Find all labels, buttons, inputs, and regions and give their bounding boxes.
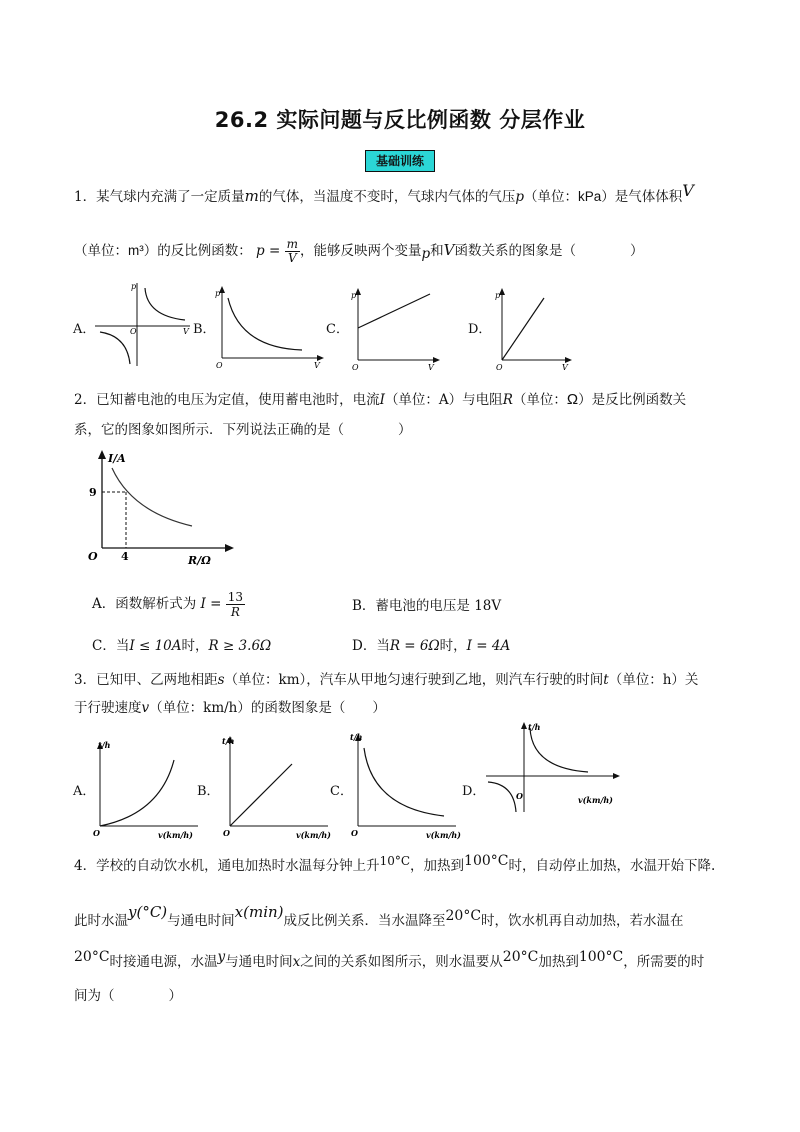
- q2-option-d[interactable]: D．当R = 6Ω时，I = 4A: [352, 638, 511, 654]
- q1-option-b-label[interactable]: B．: [193, 322, 216, 337]
- q2-graph[interactable]: [80, 448, 240, 570]
- q1-c-line: [358, 294, 430, 328]
- q4-line3: 20°C时接通电源，水温y与通电时间x之间的关系如图所示，则水温要从20°C加热到100°C，所需要的时: [74, 949, 705, 970]
- q1-graph-d[interactable]: [494, 288, 574, 370]
- q1-graph-c[interactable]: [350, 288, 445, 370]
- q1-a-curve-neg: [100, 332, 130, 364]
- q3-c-y-label: t/h: [350, 732, 363, 742]
- q2-x-axis-label: R/Ω: [188, 554, 211, 567]
- q2-line2: 系，它的图象如图所示．下列说法正确的是（ ）: [74, 422, 412, 438]
- q4-line2: 此时水温y(°C)与通电时间x(min)成反比例关系．当水温降至20°C时，饮水机再自动加热，若水温在: [74, 903, 684, 929]
- q3-a-curve: [100, 760, 174, 826]
- q3-a-y-label: t/h: [98, 740, 111, 750]
- q2-origin: O: [88, 550, 98, 563]
- q2-curve: [112, 468, 192, 526]
- q4-line4: 间为（ ）: [74, 988, 182, 1004]
- q3-graph-a[interactable]: [90, 736, 205, 842]
- q1-option-a-label[interactable]: A．: [73, 322, 96, 337]
- q1-a-axis-p: p: [131, 282, 137, 291]
- q3-graph-c[interactable]: [348, 728, 463, 842]
- q3-option-c-label[interactable]: C．: [330, 784, 353, 799]
- q3-a-origin: O: [93, 828, 100, 838]
- q1-d-origin: O: [496, 363, 503, 370]
- q1-a-curve-pos: [145, 288, 185, 320]
- q3-graph-b[interactable]: [220, 730, 335, 842]
- q1-formula: p = $\frac{m}{V}$: [256, 237, 298, 265]
- q1-a-axis-v: V: [183, 327, 189, 336]
- q1-c-axis-p: p: [351, 291, 357, 300]
- q4-line1: 4．学校的自动饮水机，通电加热时水温每分钟上升10°C，加热到100°C时，自动停止加热，水温开始下降.: [74, 853, 716, 874]
- q2-line1: 2．已知蓄电池的电压为定值，使用蓄电池时，电流I（单位：A）与电阻R（单位：Ω）是反比例函数关: [74, 391, 687, 408]
- q1-b-curve: [228, 298, 302, 350]
- q3-a-x-label: v(km/h): [158, 830, 193, 840]
- q1-c-origin: O: [352, 363, 359, 370]
- q3-b-x-label: v(km/h): [296, 830, 331, 840]
- q3-graph-d[interactable]: [484, 716, 624, 816]
- q1-d-axis-p: p: [495, 291, 501, 300]
- q3-line2: 于行驶速度v（单位：km/h）的函数图象是（ ）: [74, 700, 386, 716]
- q1-a-origin: O: [130, 327, 137, 336]
- q1-line2: （单位：m³）的反比例函数： p = $\frac{m}{V}$ ，能够反映两个变量p和V函数关系的图象是（ ）: [74, 237, 644, 265]
- q3-d-x-label: v(km/h): [578, 795, 613, 805]
- q2-option-c[interactable]: C．当I ≤ 10A时，R ≥ 3.6Ω: [92, 638, 272, 654]
- q1-option-d-label[interactable]: D．: [468, 322, 492, 337]
- q1-c-axis-v: V: [428, 363, 434, 370]
- q3-d-y-label: t/h: [528, 722, 541, 732]
- q1-graph-b[interactable]: [212, 286, 327, 370]
- q3-c-curve: [364, 748, 444, 816]
- q3-b-y-label: t/h: [222, 736, 235, 746]
- page-title: 26.2 实际问题与反比例函数 分层作业: [214, 108, 586, 132]
- q1-b-axis-v: V: [314, 361, 320, 370]
- q2-tick-9: 9: [89, 486, 97, 499]
- q2-option-b[interactable]: B．蓄电池的电压是 18V: [352, 598, 502, 614]
- q3-d-origin: O: [516, 791, 523, 801]
- section-tag: 基础训练: [365, 150, 435, 172]
- q1-d-axis-v: V: [562, 363, 568, 370]
- q1-graph-a[interactable]: [95, 278, 195, 368]
- q3-option-a-label[interactable]: A．: [73, 784, 96, 799]
- q3-b-line: [230, 764, 292, 826]
- q1-b-axis-p: p: [215, 289, 221, 298]
- q3-d-curve-pos: [530, 728, 588, 772]
- q3-option-d-label[interactable]: D．: [462, 784, 486, 799]
- q2-tick-4: 4: [121, 550, 129, 563]
- q3-b-origin: O: [223, 828, 230, 838]
- q2-y-axis-label: I/A: [108, 452, 126, 465]
- q3-c-origin: O: [351, 828, 358, 838]
- q1-d-line: [502, 298, 544, 360]
- q1-b-origin: O: [216, 361, 223, 370]
- q1-option-c-label[interactable]: C．: [326, 322, 349, 337]
- q2-option-a[interactable]: A．函数解析式为 I = $\frac{13}{R}$: [92, 590, 244, 619]
- q3-option-b-label[interactable]: B．: [197, 784, 220, 799]
- q3-d-curve-neg: [488, 782, 516, 812]
- q3-line1: 3．已知甲、乙两地相距s（单位：km），汽车从甲地匀速行驶到乙地，则汽车行驶的时间t（单位：h）关: [74, 672, 699, 688]
- q1-line1: 1．某气球内充满了一定质量m的气体，当温度不变时，气球内气体的气压p（单位：kPa）是气体体积V: [74, 181, 694, 205]
- q3-c-x-label: v(km/h): [426, 830, 461, 840]
